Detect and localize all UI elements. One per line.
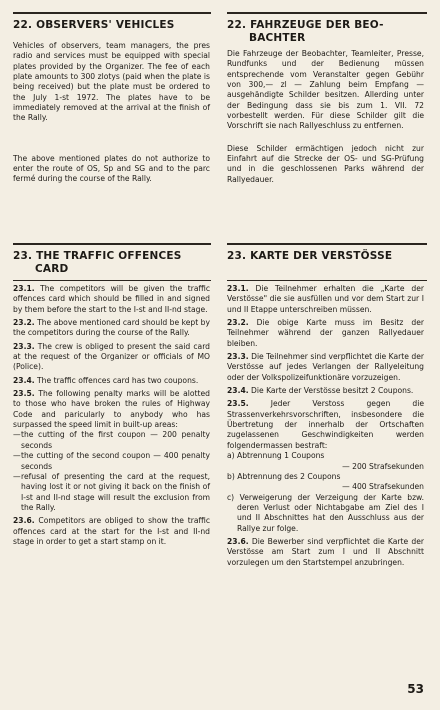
paragraph: 23.1. The competitors will be given the traffic offences card which should be filled in and signed by them before the start to the I-st and II-nd stage. <box>13 284 211 314</box>
paragraph: 23.1. Die Teilnehmer erhalten die „Karte der Verstösse" die sie ausfüllen und vor dem Start zur I und II Etappe unterschreiben müssen. <box>227 284 424 314</box>
paragraph: 23.6. Competitors are obliged to show the traffic offences card at the start for the I-st and II-nd stage in order to get a start stamp on it. <box>13 516 211 546</box>
paragraph: 23.2. The above mentioned card should be kept by the competitors during the course of the Rally. <box>13 318 210 338</box>
list-item: c) Verweigerung der Verzeigung der Karte bzw. deren Verlust oder Nichtabgabe am Ziel des I und II Abschnittes hat den Ausschluss aus der Rallye zur folge. <box>227 492 424 533</box>
section-heading: 22. OBSERVERS' VEHICLES <box>13 19 175 31</box>
paragraph: 23.5. Jeder Verstoss gegen die Strassenverkehrsvorschriften, insbesondere die Übertretung der innerhalb der Ortschaften zugelassenen Geschwindigkeiten werden folgendermassen bestraft: <box>227 399 424 450</box>
section-heading: 23. THE TRAFFIC OFFENCES CARD <box>13 250 182 275</box>
paragraph: Vehicles of observers, team managers, the pres radio and services must be equipped with special plates provided by the Organizer. The fee of each plate amounts to 300 zlotys (paid when the plate is being received) but the plate must be ordered to the July 1-st 1972. The plates have to be immediately removed at the arrival at the finish of the Rally. <box>13 41 210 123</box>
paragraph: 23.4. The traffic offences card has two coupons. <box>13 375 199 385</box>
list-item: b) Abtrennung des 2 Coupons <box>227 471 341 481</box>
list-item: — the cutting of the first coupon — 200 penalty seconds <box>13 430 210 450</box>
rule <box>13 280 211 281</box>
page-number: 53 <box>407 682 424 696</box>
section-heading: 23. KARTE DER VERSTÖSSE <box>227 250 393 262</box>
paragraph: 23.3. Die Teilnehmer sind verpflichtet die Karte der Verstösse auf jedes Verlangen der Rallyeleitung oder der Volkspolizeifunktionäre vorzuzeigen. <box>227 352 424 382</box>
section-heading: 22. FAHRZEUGE DER BEO- BACHTER <box>227 19 384 44</box>
list-item-penalty: — 400 Strafsekunden <box>342 482 424 492</box>
paragraph: 23.4. Die Karte der Verstösse besitzt 2 Coupons. <box>227 386 414 396</box>
paragraph: 23.5. The following penalty marks will be alotted to those who have broken the rules of Highway Code and paricularly to anybody who has surpassed the speed limit in built-up areas: <box>13 389 211 430</box>
section-23-de <box>227 250 424 568</box>
paragraph: 23.6. Die Bewerber sind verpflichtet die Karte der Verstösse am Start zum I und II Abschnitt vorzulegen um den Startstempel anzubringen. <box>227 536 424 567</box>
section-22-en <box>13 19 210 185</box>
list-item: — the cutting of the second coupon — 400 penalty seconds <box>13 451 210 471</box>
paragraph: 23.2. Die obige Karte muss im Besitz der Teilnehmer während der ganzen Rallyedauer bleiben. <box>227 318 425 348</box>
paragraph: Diese Schilder ermächtigen jedoch nicht zur Einfahrt auf die Strecke der OS- und SG-Prüfung und in die geschlossenen Parks während der Rallyedauer. <box>227 143 424 184</box>
section-23-en <box>13 250 210 547</box>
list-item: — refusal of presenting the card at the request, having lost it or not giving it back on the finish of I-st and II-nd stage will result the exclusion from the Rally. <box>13 471 210 512</box>
rule-top-right <box>227 12 427 14</box>
paragraph: The above mentioned plates do not authorize to enter the route of OS, Sp and SG and to the parc fermé during the course of the Rally. <box>13 153 210 184</box>
rule-mid-left <box>13 243 211 245</box>
section-22-de <box>227 19 424 185</box>
rule-mid-right <box>227 243 427 245</box>
rule <box>227 280 427 281</box>
list-item-penalty: — 200 Strafsekunden <box>342 461 424 471</box>
rule-top-left <box>13 12 211 14</box>
paragraph: Die Fahrzeuge der Beobachter, Teamleiter, Presse, Rundfunks und der Bedienung müssen entsprechende vom Veranstalter gegen Gebühr von 300,— zl — Zahlung beim Empfang — ausgehändigte Schilder besitzen. Allerding unter der Bedingung dass sie bis zum 1. VII. 72 vorbestellt werden. Für diese Schilder gilt die Vorschrift sie nach Rallyeschluss zu entfernen. <box>227 49 424 131</box>
list-item: a) Abtrennung 1 Coupons <box>227 451 325 461</box>
paragraph: 23.3. The crew is obliged to present the said card at the request of the Organizer or officials of MO (Police). <box>13 341 211 372</box>
